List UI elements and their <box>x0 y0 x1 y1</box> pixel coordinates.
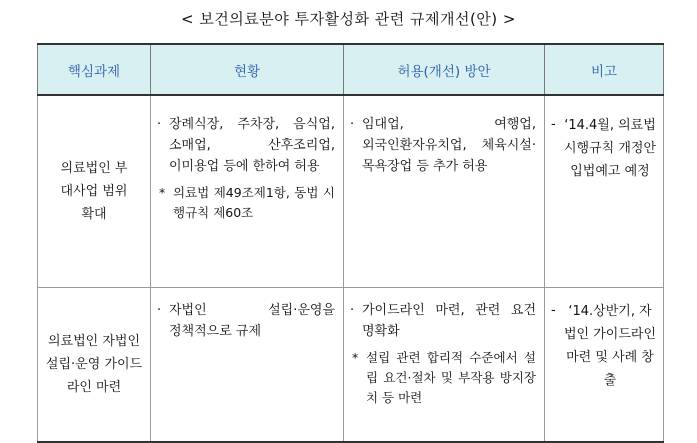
status-bullet <box>151 114 343 177</box>
note-mark: * <box>352 350 359 365</box>
header-plan: 허용(개선) 방안 <box>344 44 545 95</box>
remark-item <box>545 114 663 183</box>
table-row <box>38 288 664 443</box>
plan-cell <box>344 288 545 443</box>
header-task: 핵심과제 <box>38 44 151 95</box>
plan-text: 임대업, 여행업, 외국인환자유치업, 체육시설·목욕장업 등 추가 허용 <box>362 117 536 174</box>
plan-cell <box>344 95 545 288</box>
bullet-mark: · <box>350 117 355 132</box>
remark-cell <box>545 288 664 443</box>
status-note <box>151 183 343 223</box>
plan-note <box>344 348 544 408</box>
header-remark: 비고 <box>545 44 664 95</box>
bullet-mark: · <box>350 303 355 318</box>
status-bullet <box>151 300 343 342</box>
page-title: < 보건의료분야 투자활성화 관련 규제개선(안) > <box>180 10 516 28</box>
table-header-row <box>38 44 664 95</box>
status-text: 장례식장, 주차장, 음식업, 소매업, 산후조리업, 이미용업 등에 한하여 허용 <box>169 117 335 174</box>
regulation-table <box>37 43 664 443</box>
status-text: 자법인 설립·운영을 정책적으로 규제 <box>169 303 335 339</box>
remark-text: ‘14.상반기, 자법인 가이드라인 마련 및 사례 창출 <box>563 304 657 388</box>
plan-note-text: 설립 관련 합리적 수준에서 설립 요건·절차 및 부작용 방지장치 등 마련 <box>366 350 536 405</box>
bullet-mark: · <box>157 117 162 132</box>
remark-item <box>545 300 663 392</box>
note-mark: * <box>159 185 166 200</box>
task-text: 의료법인 자법인 설립·운영 가이드라인 마련 <box>45 334 143 395</box>
header-status: 현황 <box>151 44 344 95</box>
task-cell <box>38 95 151 288</box>
plan-bullet <box>344 114 544 177</box>
remark-mark: - <box>551 303 556 318</box>
status-cell <box>151 288 344 443</box>
status-cell <box>151 95 344 288</box>
status-note-text: 의료법 제49조제1항, 동법 시행규칙 제60조 <box>173 185 335 220</box>
plan-text: 가이드라인 마련, 관련 요건 명확화 <box>362 303 536 339</box>
task-cell <box>38 288 151 443</box>
bullet-mark: · <box>157 303 162 318</box>
remark-mark: - <box>551 117 556 132</box>
table-row <box>38 95 664 288</box>
plan-bullet <box>344 300 544 342</box>
task-text: 의료법인 부대사업 범위 확대 <box>60 161 128 222</box>
remark-cell <box>545 95 664 288</box>
remark-text: ‘14.4월, 의료법 시행규칙 개정안 입법예고 예정 <box>563 118 657 179</box>
